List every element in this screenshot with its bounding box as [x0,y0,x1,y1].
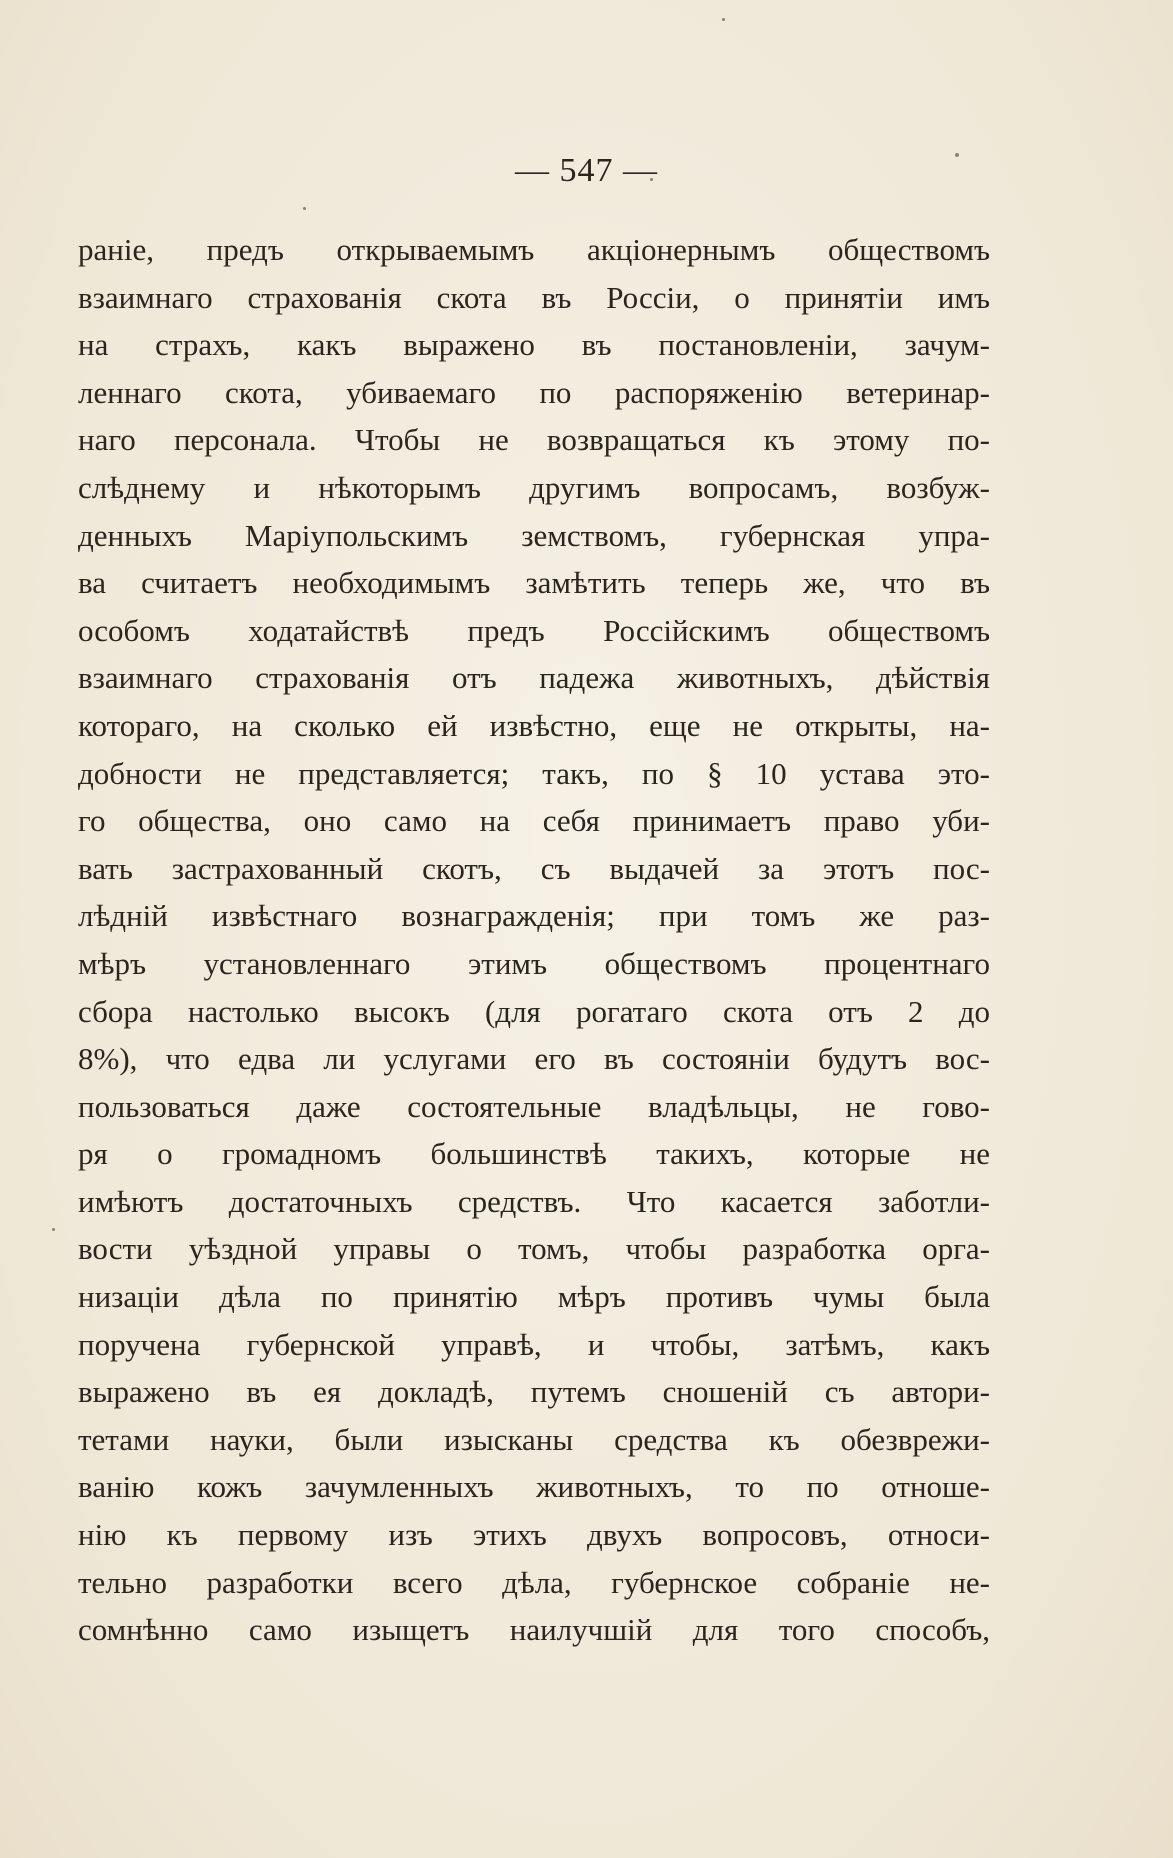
text-line: сомнѣнно само изыщетъ наилучшій для того способъ, [78,1612,990,1648]
text-line: взаимнаго страхованія отъ падежа животныхъ, дѣйствія [78,660,990,696]
text-line: го общества, оно само на себя принимаетъ право уби- [78,803,990,839]
page-number: — 547 — [515,152,658,189]
body-text [78,226,990,1654]
paper-speck [303,207,306,210]
text-line: вости уѣздной управы о томъ, чтобы разработка орга- [78,1231,990,1267]
paper-speck [722,18,725,21]
text-line: поручена губернской управѣ, и чтобы, затѣмъ, какъ [78,1326,990,1362]
text-line: лѣдній извѣстнаго вознагражденія; при томъ же раз- [78,898,990,934]
text-line: котораго, на сколько ей извѣстно, еще не открыты, на- [78,707,990,743]
paper-speck [52,1228,55,1231]
text-line: имѣютъ достаточныхъ средствъ. Что касается заботли- [78,1183,990,1219]
text-line: леннаго скота, убиваемаго по распоряженію ветеринар- [78,374,990,410]
text-line: добности не представляется; такъ, по § 10 устава это- [78,755,990,791]
text-line: пользоваться даже состоятельные владѣльцы, не гово- [78,1088,990,1124]
text-line: особомъ ходатайствѣ предъ Россійскимъ обществомъ [78,612,990,648]
text-line: ря о громадномъ большинствѣ такихъ, которые не [78,1136,990,1172]
text-line: денныхъ Маріупольскимъ земствомъ, губернская упра- [78,517,990,553]
text-line: низаціи дѣла по принятію мѣръ противъ чумы была [78,1279,990,1315]
text-line: сбора настолько высокъ (для рогатаго скота отъ 2 до [78,993,990,1029]
text-line: тетами науки, были изысканы средства къ обезврежи- [78,1421,990,1457]
text-line: слѣднему и нѣкоторымъ другимъ вопросамъ, возбуж- [78,469,990,505]
text-line: взаимнаго страхованія скота въ Россіи, о принятіи имъ [78,279,990,315]
text-line: мѣръ установленнаго этимъ обществомъ процентнаго [78,945,990,981]
text-line: тельно разработки всего дѣла, губернское собраніе не- [78,1564,990,1600]
text-line: выражено въ ея докладѣ, путемъ сношеній съ автори- [78,1374,990,1410]
text-line: раніе, предъ открываемымъ акціонернымъ обществомъ [78,232,990,267]
text-line: ва считаетъ необходимымъ замѣтить теперь же, что въ [78,565,990,601]
text-line: на страхъ, какъ выражено въ постановленіи, зачум- [78,327,990,363]
text-line: ванію кожъ зачумленныхъ животныхъ, то по отноше- [78,1469,990,1505]
text-line: 8%), что едва ли услугами его въ состояніи будутъ вос- [78,1041,990,1077]
text-line: нію къ первому изъ этихъ двухъ вопросовъ, относи- [78,1517,990,1553]
text-line: наго персонала. Чтобы не возвращаться къ этому по- [78,422,990,458]
text-line: вать застрахованный скотъ, съ выдачей за этотъ пос- [78,850,990,886]
